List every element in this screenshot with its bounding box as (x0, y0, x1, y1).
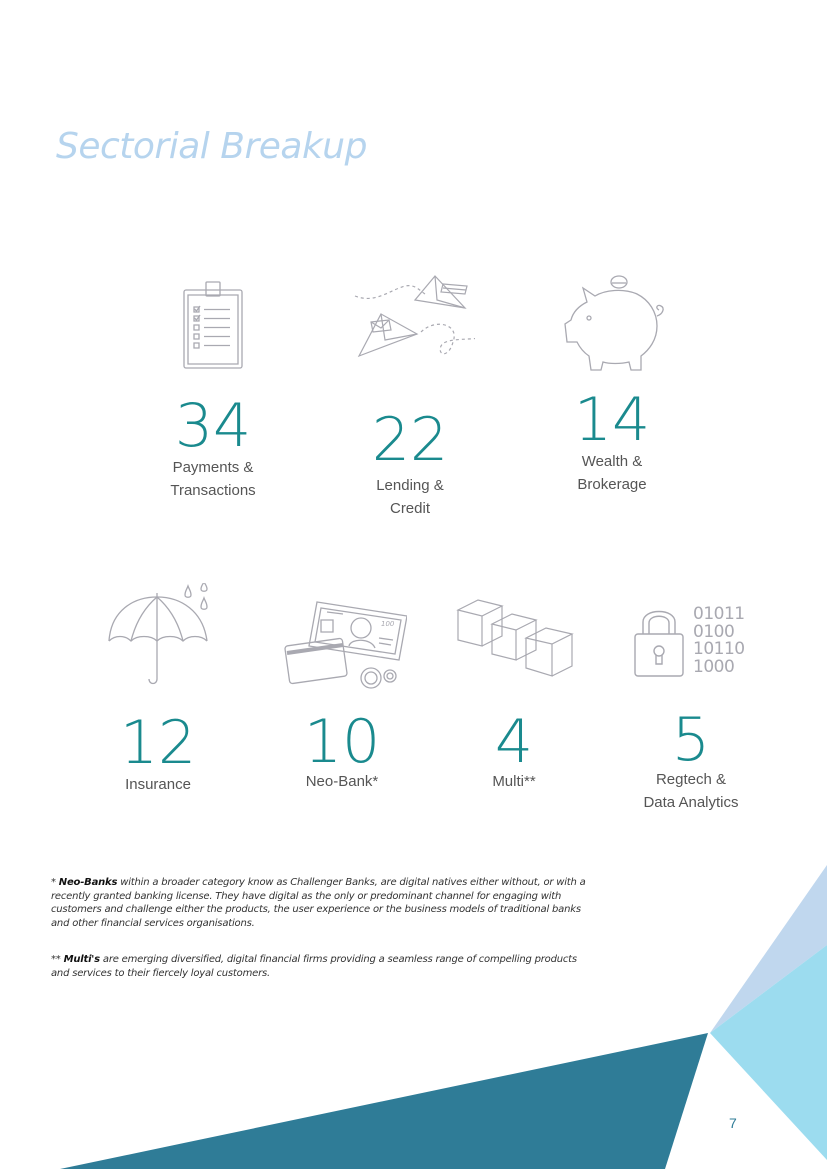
stat-value: 34 (174, 391, 252, 461)
teal-triangle (60, 1033, 708, 1169)
page-number: 7 (729, 1115, 737, 1131)
stat-label: Multi** (492, 773, 536, 790)
clipboard-checklist-icon (182, 280, 244, 372)
footnote-text: are emerging diversified, digital financial firms providing a seamless range of compelling products and services to their fiercely loyal customers. (51, 954, 577, 979)
footnote-neo-banks (51, 876, 586, 930)
stat-value: 14 (573, 385, 651, 455)
stat-value: 22 (371, 405, 449, 475)
umbrella-icon (103, 583, 213, 687)
banknote-text: 100 (381, 620, 395, 628)
stat-wealth (552, 272, 672, 496)
stat-label: Neo-Bank* (305, 773, 379, 790)
cubes-icon (452, 596, 576, 682)
stat-label: Insurance (125, 776, 191, 793)
stat-multi (444, 596, 584, 793)
footnote-text: within a broader category know as Challenger Banks, are digital natives either without, or with a recently granted banking license. They have digital as the only or predominant channel for engaging with customers and challenge either the products, the user experience or the business models of traditional banks and other financial services organisations. (51, 877, 586, 929)
lock-icon (631, 598, 687, 682)
stat-regtech (626, 598, 756, 814)
stat-label: Transactions (170, 482, 256, 499)
stat-value: 12 (119, 708, 197, 778)
stat-label: Lending & (376, 477, 444, 494)
stat-label: Credit (389, 500, 430, 517)
stat-label: Brokerage (577, 476, 647, 493)
stat-neo-bank (272, 598, 412, 793)
stat-lending (340, 272, 480, 520)
binary-line: 1000 (693, 656, 735, 677)
stat-value: 4 (494, 707, 534, 777)
money-cards-icon (277, 598, 407, 690)
binary-digits (693, 606, 745, 676)
stat-value: 10 (303, 707, 381, 777)
stat-label: Regtech & (655, 771, 727, 788)
footnote-multis (51, 953, 586, 980)
stat-insurance (98, 583, 218, 796)
paper-planes-icon (345, 272, 475, 362)
stat-payments (153, 280, 273, 502)
stat-value: 5 (671, 705, 711, 775)
binary-line: 10110 (693, 639, 745, 659)
stat-label: Payments & (172, 459, 254, 476)
footnote-marker: * (51, 877, 59, 888)
binary-line: 0100 (693, 621, 735, 642)
piggy-bank-icon (557, 272, 667, 376)
page-title: Sectorial Breakup (56, 126, 367, 167)
stat-label: Wealth & (581, 453, 643, 470)
footnote-marker: ** (51, 954, 64, 965)
lock-binary-icon (631, 598, 751, 682)
stat-label: Data Analytics (643, 794, 739, 811)
footnote-term: Multi's (63, 954, 100, 965)
binary-line: 01011 (693, 604, 745, 624)
footnote-term: Neo-Banks (58, 877, 118, 888)
